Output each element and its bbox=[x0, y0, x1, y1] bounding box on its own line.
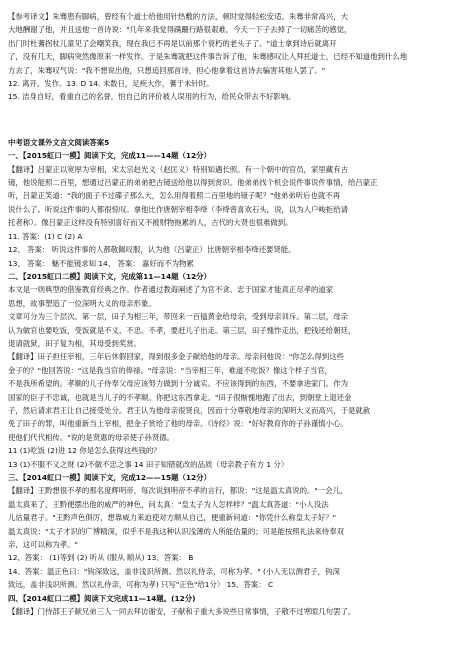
spacer bbox=[8, 104, 451, 136]
text-line: 大地酬谢了他，并且送他一首诗说："几年来我觉得蹒跚行路很艰难，今天一下子去掉了一切痛苦的感觉， bbox=[8, 25, 352, 35]
text-line: 思想，故事塑造了一位深明大义的母亲形象。 bbox=[8, 298, 156, 308]
text-line: 金子的？"他回答说："这是我当官的俸禄。"母亲说："当宰相三年，难道不吃饭？像这个样子当官， bbox=[8, 365, 333, 375]
text-line: 子，然后请求君王让自己接受处分。君王认为他母亲很贤良，因而十分尊敬地母亲的深明大义而高兴，于是就赦 bbox=[8, 405, 371, 415]
text-line: 托者称）。像吕蒙正这样没有特别喜好而又不被财物拖累的人，古代的大贤也很难做到。 bbox=[8, 218, 293, 228]
section-heading: 一、【2015虹口一模】阅读下文，完成11——14题（12分） bbox=[8, 151, 211, 161]
text-line: 温太真来了，王黔便摆出他的威严的神色，问太真："皇太子为人怎样样？"温太真答道："小人没法 bbox=[8, 499, 329, 509]
text-line: 说什么了。听说这件事的人都很惊叹。拿他比作唐朝宰相李绛（李绛曾喜欢石头，说，以为人户峻拒给请 bbox=[8, 204, 348, 214]
text-line: 免了田子的罪，叫他重新当上宰相，把金子赏给了他的母亲。《诗经》说："好好教育你的子孙谨慎小心。 bbox=[8, 419, 348, 429]
text-line: 国家的臣子不忠诚，也就是当儿子的不孝顺。你把这东西拿走。"田子很惭愧地跑了出去，到朝堂上退还金 bbox=[8, 392, 352, 402]
text-line: 亲，这可以称为孝。" bbox=[8, 540, 78, 550]
answer-line: 11. 答案：(1) C (2) A bbox=[8, 231, 83, 241]
text-line: 【翻译】田子担任宰相，三年后休假回家，得到很多金子献给他的母亲。母亲问他说："你怎么得到这些 bbox=[8, 352, 344, 362]
answer-line: 12、 答案： 听说这件事的人都敬佩叹服，认为他（吕蒙正）比唐朝宰相李绛还要贤能。 bbox=[8, 245, 296, 255]
text-line: 温太真说："太子才识的广博精深，似乎不是我这种认识浅薄的人所能估量的；可是能按照礼法来侍奉双 bbox=[8, 526, 344, 536]
text-line: 【翻译】王黔想很不孝的那名度辉明帝，每次说到明帝不孝的言行，都说："这是温太真说的。"一会儿， bbox=[8, 486, 348, 496]
section-heading: 四、【2014虹口二模】阅读下文完成11—14题。(12分) bbox=[8, 593, 196, 603]
answer-line: 13、 答案： 魅不能镜求知 14、 答案： 嘉好而不为物累 bbox=[8, 258, 194, 268]
text-line: 认为做官也要吃饭，受饭就是不义、不忠、不孝，要赶儿子出走。第三层，田子愧怍走出，把钱还给朝廷， bbox=[8, 325, 356, 335]
text-line: 出门时杜蓍拐杖儿童见了会嘲笑我，现在我已不再是以前那个衰朽的老头子了。"道士拿到诗后就离开 bbox=[8, 38, 337, 48]
text-line: 使他们代代相传。"说的是贤惠的母亲使子孙贤德。 bbox=[8, 432, 174, 442]
text-line: 儿估量君子。"王黔声色俱厉，想靠威力来迫使对方顺从自己，便重新问道："你凭什么称皇太子好？" bbox=[8, 513, 336, 523]
text-line: 不是我所希望的。孝顺的儿子侍奉父母应该努力做到十分诚实。不应该得到的东西，不要拿进家门。作为 bbox=[8, 379, 348, 389]
text-line: 镜，他说能照二百里，想通过吕蒙正的弟弟把古镜送给他以得到赏识。他弟弟找个机会说件事说件事情，给吕蒙正 bbox=[8, 178, 378, 188]
section-heading: 二、【2015虹口二模】阅读下文，完成第11—14题（12分） bbox=[8, 271, 211, 281]
text-line: 【翻译】门侍部王子献兄弟三人一同去拜访谢安，子献和子重大多说些日常事情，子敬不过寒暄几句罢了。 bbox=[8, 607, 356, 617]
text-line: 12. 离开。发作。13. D 14. 未数日，足疾大作，蓍于未针时。 bbox=[8, 79, 214, 89]
answer-line: 12、答案： (1)等到 (2) 听从 (服从 顺从) 13、答案： B bbox=[8, 553, 194, 563]
text-line: 听，吕蒙正笑道："我的面子不过碟子那么大，怎么用得着照二百里地的镜子呢？"他弟弟听后也就不再 bbox=[8, 191, 340, 201]
text-line: 了，没有几天，脚病突然像原来一样发作。于是朱骞就把这件事告诉了他，朱骞感叹让人拜托道士，已经不知道他到什么地 bbox=[8, 52, 408, 62]
text-line: 【参考译文】朱骞患有脚病，曾经有个道士给他用针热敷的方法，顿时觉得轻松安适。朱骞非常高兴，大 bbox=[8, 12, 348, 21]
answer-line: 14、答案：温正色曰："钩深致远，盖非浅识所测。然以礼侍亲，可称为孝。" (小人无以测君子，钩深 bbox=[8, 566, 340, 576]
answer-line: 致远，盖非浅识所测。然以礼侍亲，可称为孝) 只写"正色"给1分） 15、答案： C bbox=[8, 580, 274, 590]
text-line: 文章可分为三个层次。第一层，田子为相三年，带回来一百镒黄金给母亲，受到母亲训斥。第二层，母亲 bbox=[8, 312, 348, 322]
text-line: 本文是一则典型的借鉴教育经典之作。作者通过教诲阐述了为官不贪、忠于国家才能真正尽孝的道家 bbox=[8, 285, 334, 295]
text-line: 15. 洁身自好，看重自己的名誉，怕自己的评价被人误用的行为，给民众带去不好影响。 bbox=[8, 92, 296, 102]
section-heading: 三、【2014虹口一模】阅读下文，完成12——15题（12分） bbox=[8, 473, 211, 482]
answer-line: 13 (1)不服不义之财 (2)不做不忠之事 14 田子知错就改的品质（母亲教子有方 1 分） bbox=[8, 459, 289, 469]
section-title: 中考语文课外文言文阅读答案5 bbox=[8, 137, 110, 147]
text-line: 方去了，朱骞叹气说："我不想说出他，只想追回那首诗，担心他拿着这首诗去骗害其他人罢了。" bbox=[8, 65, 326, 75]
text-line: 退请就狱，田子复为相，其母受到奖赏。 bbox=[8, 338, 142, 348]
text-line: 【翻译】吕蒙正以宽厚为宰相，宋太宗赵光义（赵匡义）特别知遇长照。有一个朝中的官员，家里藏有古 bbox=[8, 164, 348, 174]
answer-line: 11 (1)吃饭 (2)进 12 你是怎么获得这些钱的？ bbox=[8, 446, 161, 456]
